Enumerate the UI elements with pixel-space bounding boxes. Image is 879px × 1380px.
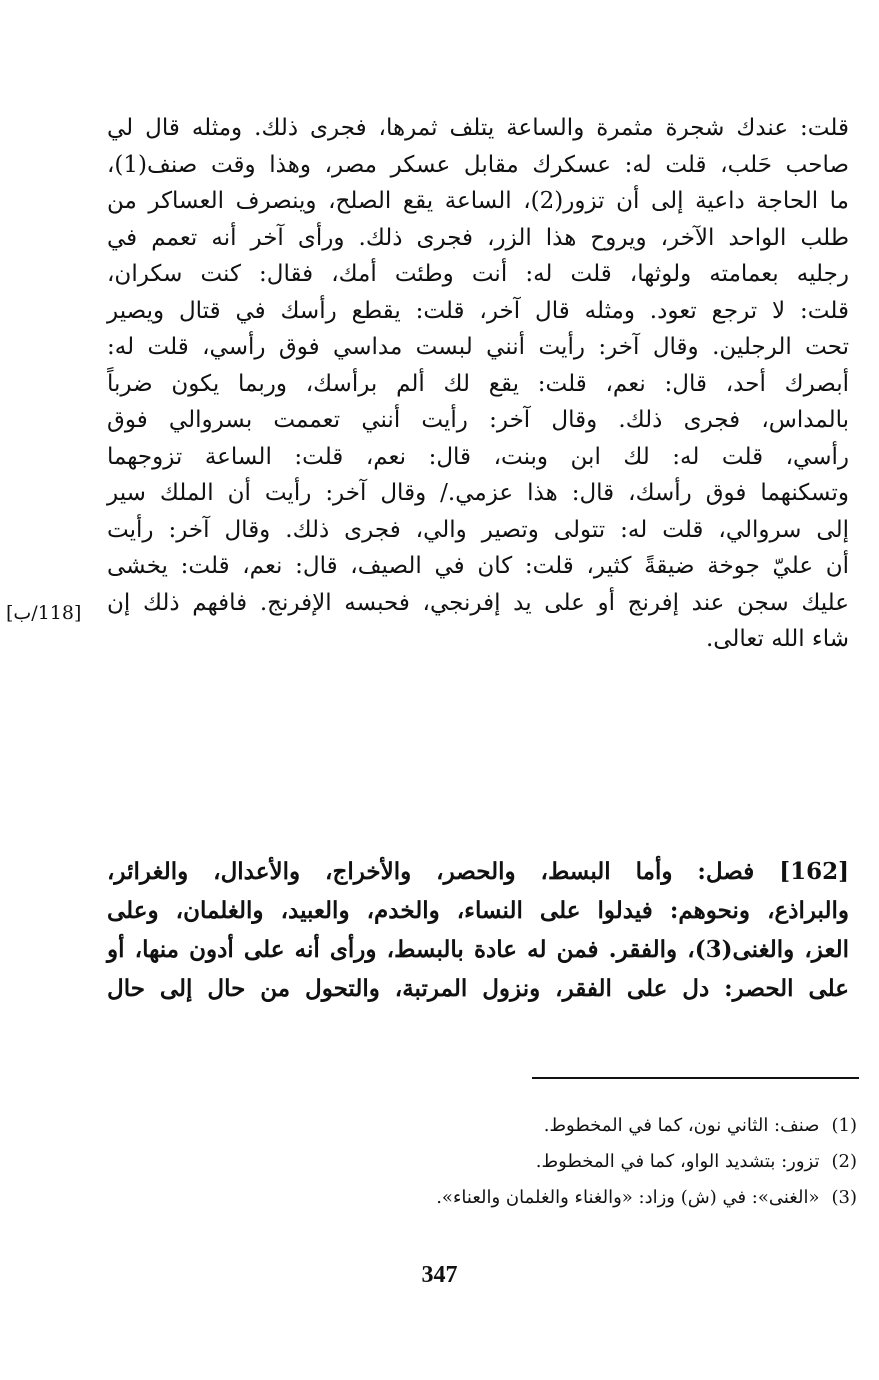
- text-line: بالمداس، فجرى ذلك. وقال آخر: رأيت أنني تعممت بسروالي فوق: [107, 407, 849, 433]
- footnote: [436, 1180, 857, 1216]
- footnote-number: (1): [831, 1115, 857, 1136]
- section-line: على الحصر: دل على الفقر، ونزول المرتبة، والتحول من حال إلى حال: [107, 975, 849, 1002]
- section-line: والبراذع، ونحوهم: فيدلوا على النساء، والخدم، والعبيد، والغلمان، وعلى: [107, 897, 849, 924]
- footnote-text: «الغنى»: في (ش) وزاد: «والغناء والغلمان والعناء».: [436, 1187, 820, 1208]
- footnotes: [436, 1108, 857, 1216]
- footnote-text: تزور: بتشديد الواو، كما في المخطوط.: [535, 1151, 820, 1172]
- text-line: صاحب حَلب، قلت له: عسكرك مقابل عسكر مصر، وهذا وقت صنف(1)،: [107, 151, 849, 178]
- text-line: وتسكنهما فوق رأسك، قال: هذا عزمي./ وقال آخر: رأيت أن الملك سير: [107, 480, 849, 506]
- text-line: شاء الله تعالى.: [705, 626, 849, 652]
- text-line: قلت: عندك شجرة مثمرة والساعة يتلف ثمرها، فجرى ذلك. ومثله قال لي: [107, 115, 849, 141]
- footnote: [436, 1108, 857, 1144]
- footnote-number: (2): [831, 1151, 857, 1172]
- footnote-number: (3): [831, 1187, 857, 1208]
- manuscript-folio-marker: [118/ب]: [6, 602, 82, 624]
- section-162: [107, 852, 849, 1008]
- text-line: أبصرك أحد، قال: نعم، قلت: يقع لك ألم برأسك، وربما يكون ضرباً: [107, 370, 849, 397]
- section-line: العز، والغنى(3)، والفقر. فمن له عادة بالبسط، ورأى أنه على أدون منها، أو: [107, 936, 849, 963]
- text-line: عليك سجن عند إفرنج أو على يد إفرنجي، فحبسه الإفرنج. فافهم ذلك إن: [107, 589, 849, 616]
- footnote-text: صنف: الثاني نون، كما في المخطوط.: [543, 1115, 820, 1136]
- text-line: طلب الواحد الآخر، ويروح هذا الزر، فجرى ذلك. ورأى آخر أنه تعمم في: [107, 224, 849, 251]
- text-line: قلت: لا ترجع تعود. ومثله قال آخر، قلت: يقطع رأسك في قتال ويصير: [107, 297, 849, 324]
- text-line: رأسي، قلت له: لك ابن وبنت، قال: نعم، قلت: الساعة تزوجهما: [107, 443, 849, 470]
- text-line: ما الحاجة داعية إلى أن تزور(2)، الساعة يقع الصلح، وينصرف العساكر من: [107, 188, 849, 214]
- main-text: [107, 110, 849, 658]
- text-line: تحت الرجلين. وقال آخر: رأيت أنني لبست مداسي فوق رأسي، قلت له:: [107, 334, 849, 360]
- page-number: 347: [421, 1262, 458, 1288]
- footnote-separator: [532, 1077, 859, 1079]
- footnote: [436, 1144, 857, 1180]
- section-line: [162] فصل: وأما البسط، والحصر، والأخراج، والأعدال، والغرائر،: [107, 858, 849, 885]
- text-line: إلى سروالي، قلت له: تتولى وتصير والي، فجرى ذلك. وقال آخر: رأيت: [107, 516, 849, 543]
- text-line: رجليه بعمامته ولوثها، قلت له: أنت وطئت أمك، فقال: كنت سكران،: [107, 261, 849, 287]
- text-line: أن عليّ جوخة ضيقةً كثير، قلت: كان في الصيف، قال: نعم، قلت: يخشى: [107, 553, 849, 579]
